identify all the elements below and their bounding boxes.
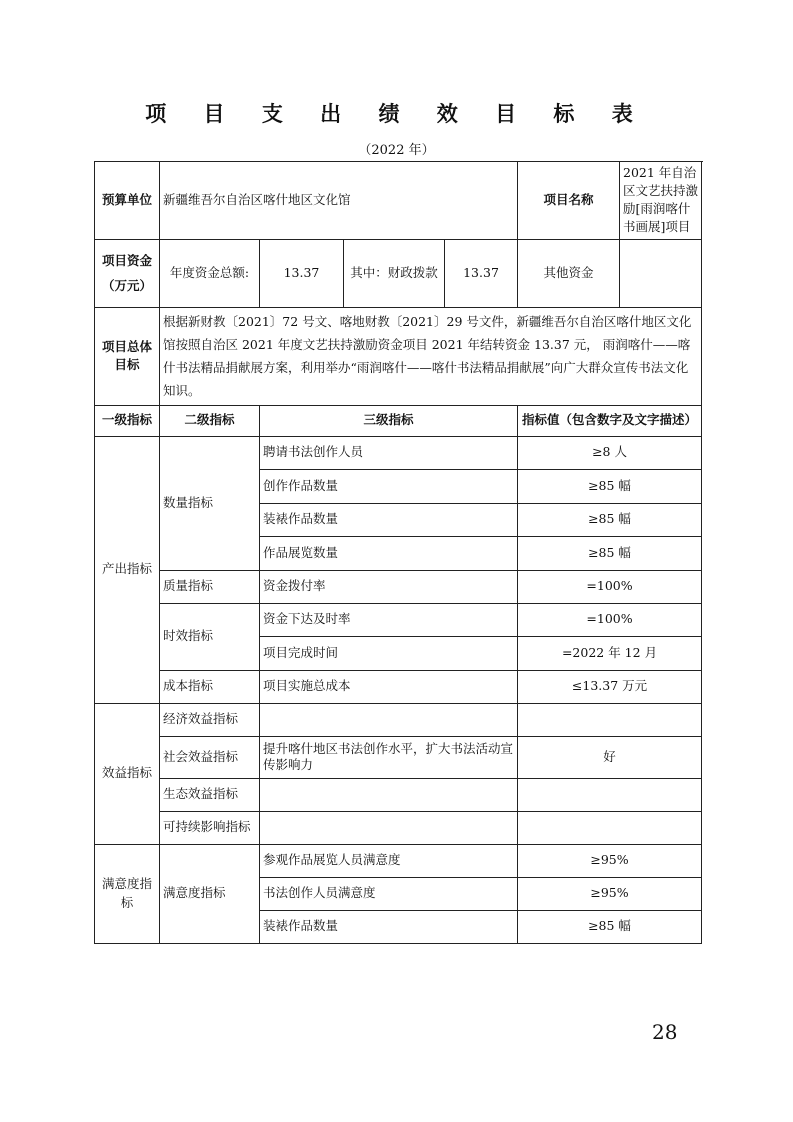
indicator-value: [518, 778, 702, 811]
project-name-value: 2021 年自治区文艺扶持激励[雨润喀什书画展]项目: [620, 162, 702, 240]
overall-goal-row: [95, 307, 702, 405]
other-funds-label: 其他资金: [518, 239, 620, 307]
level2-ecological: 生态效益指标: [160, 778, 260, 811]
page-number: 28: [652, 1020, 678, 1044]
fiscal-label: 其中：财政拨款: [344, 239, 445, 307]
funds-label: [95, 239, 160, 307]
col-level2: 二级指标: [160, 405, 260, 436]
document-title: 项 目 支 出 绩 效 目 标 表: [145, 102, 648, 126]
indicator-name: 参观作品展览人员满意度: [260, 844, 518, 877]
indicator-value: ≥85 幅: [518, 536, 702, 570]
indicator-name: 聘请书法创作人员: [260, 436, 518, 469]
annual-total-label: 年度资金总额:: [160, 239, 260, 307]
indicator-name: [260, 811, 518, 844]
indicator-name: [260, 703, 518, 736]
overall-goal-text: 根据新财教〔2021〕72 号文、喀地财教〔2021〕29 号文件，新疆维吾尔自治区喀什地区文化馆按照自治区 2021 年度文艺扶持激励资金项目 2021 年结转资金 13.37 元， 雨润喀什——喀什书法精品捐献展方案，利用举办“雨润喀什——喀什书法精品捐献展”向广大群众宣传书法文化知识。: [160, 307, 702, 405]
funds-label-line2: （万元）: [101, 278, 152, 293]
header-row: [95, 162, 702, 240]
level2-cost: 成本指标: [160, 670, 260, 703]
indicator-value: 好: [518, 736, 702, 778]
indicator-value: [518, 811, 702, 844]
table-row: [95, 436, 702, 469]
indicator-name: [260, 778, 518, 811]
project-name-label: 项目名称: [518, 162, 620, 240]
indicator-value: [518, 703, 702, 736]
indicator-name: 装裱作品数量: [260, 503, 518, 536]
indicator-name: 创作作品数量: [260, 469, 518, 503]
fiscal-value: 13.37: [445, 239, 518, 307]
table-row: [95, 703, 702, 736]
indicator-value: ≥8 人: [518, 436, 702, 469]
table-row: [95, 603, 702, 636]
indicator-value: =2022 年 12 月: [518, 636, 702, 670]
level2-social: 社会效益指标: [160, 736, 260, 778]
indicator-value: ≥85 幅: [518, 503, 702, 536]
table-row: [95, 670, 702, 703]
other-funds-value: [620, 239, 702, 307]
col-target-value: 指标值（包含数字及文字描述）: [518, 405, 702, 436]
group-benefit: 效益指标: [95, 703, 160, 844]
indicator-name: 提升喀什地区书法创作水平，扩大书法活动宣传影响力: [260, 736, 518, 778]
col-level3: 三级指标: [260, 405, 518, 436]
level2-quantity: 数量指标: [160, 436, 260, 570]
column-header-row: [95, 405, 702, 436]
document-year: （2022 年）: [358, 143, 435, 158]
col-level1: 一级指标: [95, 405, 160, 436]
indicator-name: 作品展览数量: [260, 536, 518, 570]
level2-economic: 经济效益指标: [160, 703, 260, 736]
table-row: [95, 844, 702, 877]
indicator-name: 装裱作品数量: [260, 910, 518, 943]
indicator-value: ≤13.37 万元: [518, 670, 702, 703]
indicator-value: =100%: [518, 570, 702, 603]
performance-goal-table: [94, 161, 702, 944]
level2-timeliness: 时效指标: [160, 603, 260, 670]
indicator-value: ≥95%: [518, 877, 702, 910]
overall-goal-label: 项目总体目标: [95, 307, 160, 405]
group-output: 产出指标: [95, 436, 160, 703]
indicator-value: ≥95%: [518, 844, 702, 877]
funds-label-line1: 项目资金: [101, 253, 152, 268]
budget-unit-value: 新疆维吾尔自治区喀什地区文化馆: [160, 162, 518, 240]
indicator-value: =100%: [518, 603, 702, 636]
indicator-value: ≥85 幅: [518, 910, 702, 943]
indicator-name: 书法创作人员满意度: [260, 877, 518, 910]
group-satisfaction: 满意度指标: [95, 844, 160, 943]
funds-row: [95, 239, 702, 307]
level2-sustainable: 可持续影响指标: [160, 811, 260, 844]
indicator-name: 项目完成时间: [260, 636, 518, 670]
indicator-name: 资金拨付率: [260, 570, 518, 603]
table-row: [95, 570, 702, 603]
table-row: [95, 811, 702, 844]
level2-satisfaction: 满意度指标: [160, 844, 260, 943]
level2-quality: 质量指标: [160, 570, 260, 603]
indicator-value: ≥85 幅: [518, 469, 702, 503]
annual-total-value: 13.37: [260, 239, 344, 307]
indicator-name: 项目实施总成本: [260, 670, 518, 703]
table-row: [95, 736, 702, 778]
budget-unit-label: 预算单位: [95, 162, 160, 240]
table-row: [95, 778, 702, 811]
indicator-name: 资金下达及时率: [260, 603, 518, 636]
